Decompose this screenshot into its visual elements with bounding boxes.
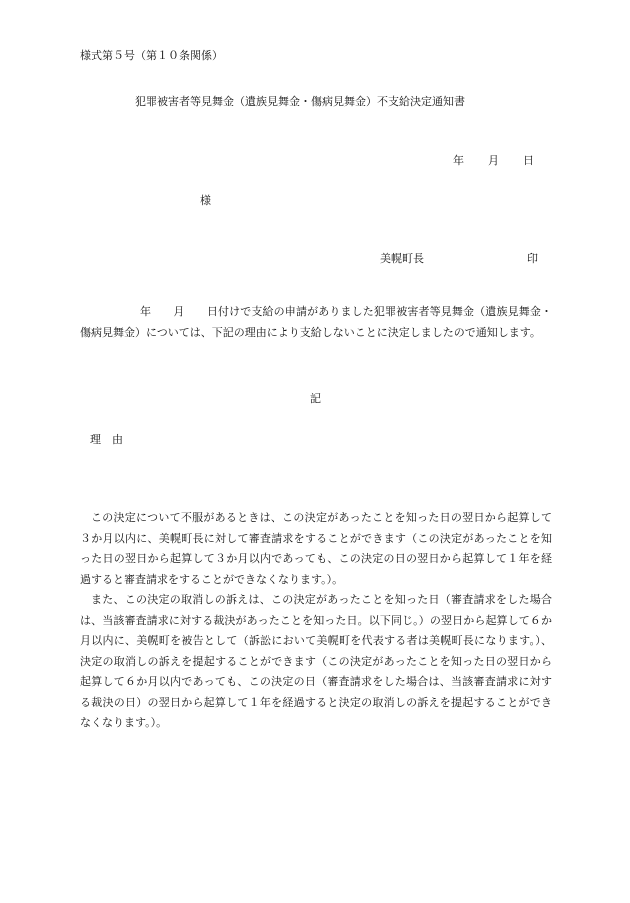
appeal-instructions: [80, 508, 552, 734]
notice-paragraph: 年 月 日付けで支給の申請がありました犯罪被害者等見舞金（遺族見舞金・傷病見舞金）については、下記の理由により支給しないことに決定しましたので通知します。: [80, 305, 552, 339]
addressee-honorific: 様: [200, 194, 211, 207]
issuer-name: 美幌町長: [380, 252, 424, 265]
date-month-label: 月: [488, 154, 499, 167]
date-line: [453, 152, 534, 168]
ki-heading: 記: [310, 392, 321, 405]
reason-label: 理 由: [90, 433, 123, 446]
issuer-seal: 印: [527, 252, 538, 265]
date-day-label: 日: [523, 154, 534, 167]
form-number: 様式第５号（第１０条関係）: [80, 49, 223, 62]
document-title: 犯罪被害者等見舞金（遺族見舞金・傷病見舞金）不支給決定通知書: [135, 95, 465, 108]
date-year-label: 年: [453, 154, 464, 167]
appeal-paragraph-review: この決定について不服があるときは、この決定があったことを知った日の翌日から起算して３か月以内に、美幌町長に対して審査請求をすることができます（この決定があったことを知った日の翌日から起算して３か月以内であっても、この決定の日の翌日から起算して１年を経過すると審査請求をすることができなくなります。）。: [80, 511, 552, 586]
appeal-paragraph-lawsuit: また、この決定の取消しの訴えは、この決定があったことを知った日（審査請求をした場合は、当該審査請求に対する裁決があったことを知った日。以下同じ。）の翌日から起算して６か月以内に、美幌町を被告として（訴訟において美幌町を代表する者は美幌町長になります。）、決定の取消しの訴えを提起することができます（この決定があったことを知った日の翌日から起算して６か月以内であっても、この決定の日（審査請求をした場合は、当該審査請求に対する裁決の日）の翌日から起算して１年を経過すると決定の取消しの訴えを提起することができなくなります。）。: [80, 593, 552, 729]
